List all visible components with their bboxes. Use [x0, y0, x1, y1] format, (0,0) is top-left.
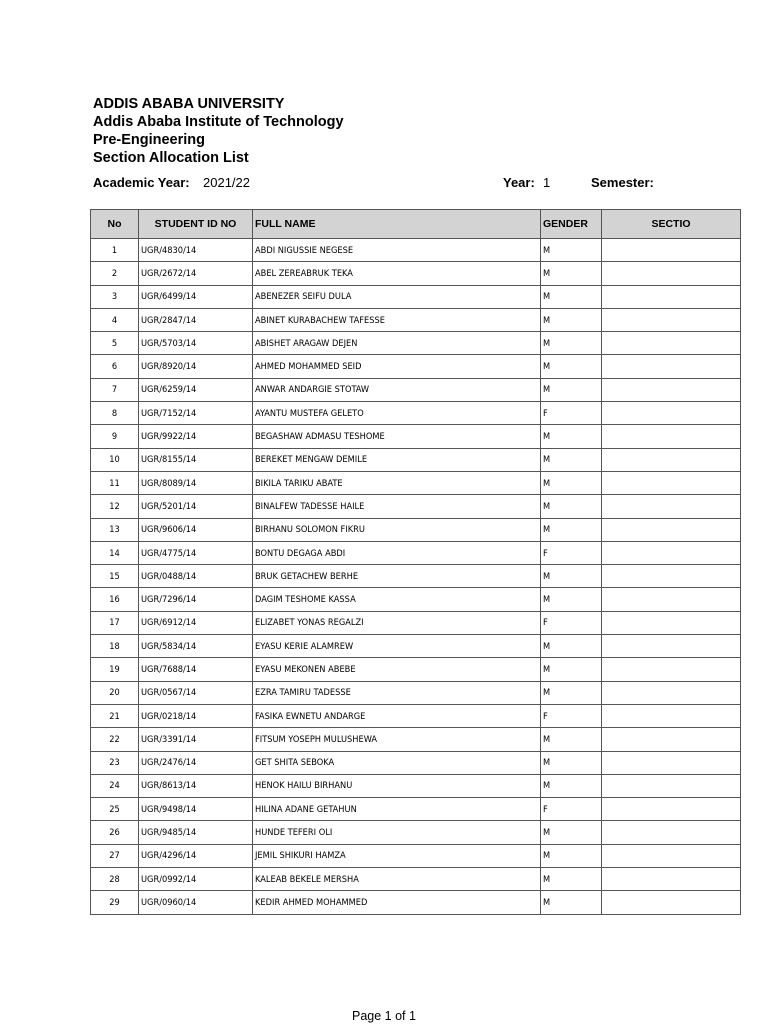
- cell-full-name: BINALFEW TADESSE HAILE: [253, 495, 541, 518]
- academic-year-value: 2021/22: [203, 175, 250, 190]
- table-row: [91, 262, 741, 285]
- cell-gender: F: [541, 704, 602, 727]
- cell-section: [602, 681, 741, 704]
- cell-row-number: 15: [91, 565, 139, 588]
- cell-student-id: UGR/4296/14: [139, 844, 253, 867]
- cell-student-id: UGR/0992/14: [139, 868, 253, 891]
- cell-student-id: UGR/6912/14: [139, 611, 253, 634]
- cell-row-number: 2: [91, 262, 139, 285]
- cell-full-name: ABDI NIGUSSIE NEGESE: [253, 239, 541, 262]
- semester-label: Semester:: [591, 175, 654, 190]
- cell-row-number: 23: [91, 751, 139, 774]
- cell-gender: M: [541, 518, 602, 541]
- cell-student-id: UGR/8613/14: [139, 774, 253, 797]
- cell-gender: M: [541, 425, 602, 448]
- university-name: ADDIS ABABA UNIVERSITY: [93, 96, 285, 112]
- table-row: [91, 239, 741, 262]
- cell-section: [602, 704, 741, 727]
- cell-student-id: UGR/6259/14: [139, 378, 253, 401]
- cell-gender: F: [541, 611, 602, 634]
- cell-student-id: UGR/3391/14: [139, 728, 253, 751]
- cell-full-name: JEMIL SHIKURI HAMZA: [253, 844, 541, 867]
- cell-section: [602, 728, 741, 751]
- cell-gender: M: [541, 635, 602, 658]
- cell-section: [602, 471, 741, 494]
- cell-section: [602, 308, 741, 331]
- col-header-gender: GENDER: [541, 210, 602, 239]
- cell-student-id: UGR/2847/14: [139, 308, 253, 331]
- cell-section: [602, 565, 741, 588]
- table-header-row: [91, 210, 741, 239]
- cell-student-id: UGR/0488/14: [139, 565, 253, 588]
- year-label: Year:: [503, 175, 535, 190]
- cell-section: [602, 658, 741, 681]
- table-row: [91, 844, 741, 867]
- cell-student-id: UGR/5201/14: [139, 495, 253, 518]
- section-allocation-table: [90, 209, 691, 912]
- cell-section: [602, 378, 741, 401]
- cell-gender: M: [541, 355, 602, 378]
- cell-full-name: FITSUM YOSEPH MULUSHEWA: [253, 728, 541, 751]
- table-row: [91, 495, 741, 518]
- cell-gender: M: [541, 495, 602, 518]
- cell-section: [602, 495, 741, 518]
- cell-row-number: 24: [91, 774, 139, 797]
- cell-gender: M: [541, 448, 602, 471]
- cell-section: [602, 285, 741, 308]
- cell-section: [602, 635, 741, 658]
- cell-row-number: 12: [91, 495, 139, 518]
- cell-gender: M: [541, 262, 602, 285]
- cell-section: [602, 611, 741, 634]
- cell-student-id: UGR/7296/14: [139, 588, 253, 611]
- cell-full-name: BIKILA TARIKU ABATE: [253, 471, 541, 494]
- cell-student-id: UGR/9922/14: [139, 425, 253, 448]
- cell-row-number: 28: [91, 868, 139, 891]
- cell-section: [602, 588, 741, 611]
- list-title: Section Allocation List: [93, 150, 249, 166]
- cell-section: [602, 821, 741, 844]
- cell-gender: M: [541, 658, 602, 681]
- cell-gender: M: [541, 821, 602, 844]
- cell-gender: M: [541, 239, 602, 262]
- cell-student-id: UGR/9498/14: [139, 798, 253, 821]
- cell-row-number: 13: [91, 518, 139, 541]
- cell-full-name: ABISHET ARAGAW DEJEN: [253, 332, 541, 355]
- cell-full-name: AYANTU MUSTEFA GELETO: [253, 402, 541, 425]
- cell-full-name: BEGASHAW ADMASU TESHOME: [253, 425, 541, 448]
- cell-full-name: ANWAR ANDARGIE STOTAW: [253, 378, 541, 401]
- cell-row-number: 4: [91, 308, 139, 331]
- cell-gender: F: [541, 541, 602, 564]
- cell-gender: M: [541, 868, 602, 891]
- table-row: [91, 285, 741, 308]
- cell-student-id: UGR/0567/14: [139, 681, 253, 704]
- cell-gender: M: [541, 378, 602, 401]
- cell-student-id: UGR/5834/14: [139, 635, 253, 658]
- cell-row-number: 27: [91, 844, 139, 867]
- table-row: [91, 658, 741, 681]
- cell-gender: M: [541, 332, 602, 355]
- cell-row-number: 8: [91, 402, 139, 425]
- cell-gender: M: [541, 751, 602, 774]
- cell-student-id: UGR/8155/14: [139, 448, 253, 471]
- cell-full-name: DAGIM TESHOME KASSA: [253, 588, 541, 611]
- table-row: [91, 402, 741, 425]
- table-row: [91, 798, 741, 821]
- cell-full-name: EYASU MEKONEN ABEBE: [253, 658, 541, 681]
- table-row: [91, 891, 741, 914]
- page-number: Page 1 of 1: [352, 1009, 416, 1023]
- table-row: [91, 378, 741, 401]
- cell-gender: M: [541, 308, 602, 331]
- cell-student-id: UGR/9485/14: [139, 821, 253, 844]
- institute-name: Addis Ababa Institute of Technology: [93, 114, 344, 130]
- cell-row-number: 7: [91, 378, 139, 401]
- year-value: 1: [543, 175, 551, 190]
- cell-section: [602, 448, 741, 471]
- cell-full-name: BIRHANU SOLOMON FIKRU: [253, 518, 541, 541]
- cell-full-name: HUNDE TEFERI OLI: [253, 821, 541, 844]
- col-header-no: No: [91, 210, 139, 239]
- col-header-full-name: FULL NAME: [253, 210, 541, 239]
- cell-row-number: 11: [91, 471, 139, 494]
- cell-gender: F: [541, 402, 602, 425]
- table-row: [91, 308, 741, 331]
- table-row: [91, 471, 741, 494]
- cell-full-name: KEDIR AHMED MOHAMMED: [253, 891, 541, 914]
- table-row: [91, 821, 741, 844]
- cell-full-name: ELIZABET YONAS REGALZI: [253, 611, 541, 634]
- cell-student-id: UGR/8920/14: [139, 355, 253, 378]
- cell-student-id: UGR/4830/14: [139, 239, 253, 262]
- cell-section: [602, 774, 741, 797]
- cell-row-number: 18: [91, 635, 139, 658]
- cell-row-number: 17: [91, 611, 139, 634]
- table-row: [91, 355, 741, 378]
- cell-gender: F: [541, 798, 602, 821]
- cell-section: [602, 402, 741, 425]
- cell-gender: M: [541, 681, 602, 704]
- table-row: [91, 635, 741, 658]
- table-row: [91, 518, 741, 541]
- cell-row-number: 14: [91, 541, 139, 564]
- cell-student-id: UGR/8089/14: [139, 471, 253, 494]
- cell-full-name: ABINET KURABACHEW TAFESSE: [253, 308, 541, 331]
- cell-section: [602, 355, 741, 378]
- cell-row-number: 16: [91, 588, 139, 611]
- table-row: [91, 728, 741, 751]
- table-row: [91, 704, 741, 727]
- cell-section: [602, 798, 741, 821]
- cell-row-number: 6: [91, 355, 139, 378]
- cell-row-number: 19: [91, 658, 139, 681]
- cell-full-name: FASIKA EWNETU ANDARGE: [253, 704, 541, 727]
- cell-row-number: 10: [91, 448, 139, 471]
- cell-student-id: UGR/0960/14: [139, 891, 253, 914]
- cell-gender: M: [541, 891, 602, 914]
- cell-gender: M: [541, 844, 602, 867]
- table-row: [91, 541, 741, 564]
- cell-row-number: 9: [91, 425, 139, 448]
- cell-row-number: 1: [91, 239, 139, 262]
- cell-student-id: UGR/6499/14: [139, 285, 253, 308]
- cell-gender: M: [541, 588, 602, 611]
- cell-full-name: ABENEZER SEIFU DULA: [253, 285, 541, 308]
- cell-gender: M: [541, 565, 602, 588]
- cell-row-number: 22: [91, 728, 139, 751]
- cell-full-name: HENOK HAILU BIRHANU: [253, 774, 541, 797]
- table-row: [91, 681, 741, 704]
- cell-section: [602, 332, 741, 355]
- cell-student-id: UGR/4775/14: [139, 541, 253, 564]
- cell-student-id: UGR/0218/14: [139, 704, 253, 727]
- cell-section: [602, 541, 741, 564]
- cell-student-id: UGR/9606/14: [139, 518, 253, 541]
- col-header-section: SECTIO: [602, 210, 741, 239]
- cell-section: [602, 891, 741, 914]
- table-row: [91, 611, 741, 634]
- cell-gender: M: [541, 774, 602, 797]
- cell-section: [602, 425, 741, 448]
- cell-section: [602, 262, 741, 285]
- cell-full-name: HILINA ADANE GETAHUN: [253, 798, 541, 821]
- cell-section: [602, 868, 741, 891]
- cell-full-name: KALEAB BEKELE MERSHA: [253, 868, 541, 891]
- col-header-student-id: STUDENT ID NO: [139, 210, 253, 239]
- cell-gender: M: [541, 285, 602, 308]
- table-row: [91, 588, 741, 611]
- program-name: Pre-Engineering: [93, 132, 205, 148]
- table-row: [91, 332, 741, 355]
- cell-row-number: 3: [91, 285, 139, 308]
- cell-full-name: ABEL ZEREABRUK TEKA: [253, 262, 541, 285]
- cell-student-id: UGR/7152/14: [139, 402, 253, 425]
- cell-full-name: AHMED MOHAMMED SEID: [253, 355, 541, 378]
- cell-full-name: EZRA TAMIRU TADESSE: [253, 681, 541, 704]
- cell-section: [602, 239, 741, 262]
- cell-full-name: EYASU KERIE ALAMREW: [253, 635, 541, 658]
- cell-full-name: BEREKET MENGAW DEMILE: [253, 448, 541, 471]
- cell-section: [602, 751, 741, 774]
- cell-full-name: GET SHITA SEBOKA: [253, 751, 541, 774]
- cell-full-name: BRUK GETACHEW BERHE: [253, 565, 541, 588]
- academic-year-label: Academic Year:: [93, 175, 190, 190]
- cell-row-number: 29: [91, 891, 139, 914]
- table-row: [91, 751, 741, 774]
- cell-gender: M: [541, 728, 602, 751]
- cell-student-id: UGR/5703/14: [139, 332, 253, 355]
- cell-student-id: UGR/7688/14: [139, 658, 253, 681]
- cell-row-number: 26: [91, 821, 139, 844]
- cell-row-number: 21: [91, 704, 139, 727]
- table-row: [91, 425, 741, 448]
- cell-row-number: 25: [91, 798, 139, 821]
- cell-section: [602, 844, 741, 867]
- table-row: [91, 774, 741, 797]
- cell-row-number: 20: [91, 681, 139, 704]
- cell-student-id: UGR/2672/14: [139, 262, 253, 285]
- cell-section: [602, 518, 741, 541]
- table-row: [91, 565, 741, 588]
- cell-gender: M: [541, 471, 602, 494]
- table-row: [91, 868, 741, 891]
- cell-full-name: BONTU DEGAGA ABDI: [253, 541, 541, 564]
- table-row: [91, 448, 741, 471]
- cell-row-number: 5: [91, 332, 139, 355]
- cell-student-id: UGR/2476/14: [139, 751, 253, 774]
